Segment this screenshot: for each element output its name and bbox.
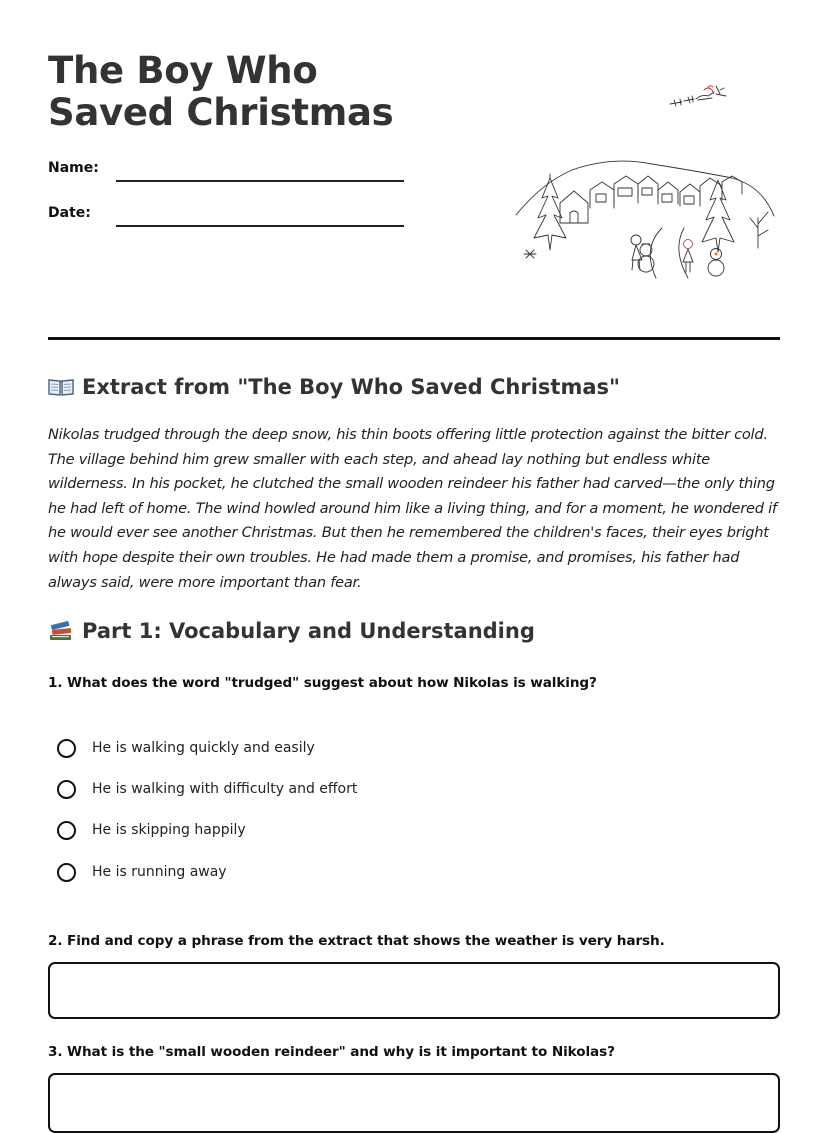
houses-icon xyxy=(560,176,742,223)
pine-tree-icon xyxy=(702,180,734,252)
date-field[interactable] xyxy=(116,225,404,227)
part1-heading xyxy=(48,619,535,643)
extract-heading-text: Extract from "The Boy Who Saved Christmas" xyxy=(82,375,620,399)
winter-village-illustration xyxy=(512,78,778,283)
question-2: 2. Find and copy a phrase from the extract that shows the weather is very harsh. xyxy=(48,933,665,949)
radio-button[interactable] xyxy=(57,739,76,758)
snowman-icon xyxy=(638,244,654,272)
option-walking-difficulty[interactable] xyxy=(57,777,357,801)
worksheet-title: The Boy Who Saved Christmas xyxy=(48,49,394,134)
answer-box-question-2[interactable] xyxy=(48,962,780,1019)
question-1: 1. What does the word "trudged" suggest about how Nikolas is walking? xyxy=(48,675,597,691)
extract-passage: Nikolas trudged through the deep snow, his thin boots offering little protection against the bitter cold. The village behind him grew smaller with each step, and ahead lay nothing but endless white wilderness. In his pocket, he clutched the small wooden reindeer his father had carved—the only thing he had left of home. The wind howled around him like a living thing, and for a moment, he wondered if he would ever see another Christmas. But then he remembered the children's faces, their eyes bright with hope despite their own troubles. He had made them a promise, and promises, his father had always said, were more important than fear. xyxy=(48,426,777,591)
sleigh-icon xyxy=(670,86,726,106)
extract-heading xyxy=(48,375,620,399)
part1-heading-text: Part 1: Vocabulary and Understanding xyxy=(82,619,535,643)
snowman-icon xyxy=(708,249,724,277)
option-label: He is walking quickly and easily xyxy=(92,740,315,756)
stacked-books-icon xyxy=(48,620,74,642)
option-label: He is walking with difficulty and effort xyxy=(92,781,358,797)
option-running-away[interactable] xyxy=(57,860,227,884)
option-label: He is running away xyxy=(92,864,227,880)
radio-button[interactable] xyxy=(57,863,76,882)
radio-button[interactable] xyxy=(57,780,76,799)
pine-tree-icon xyxy=(534,174,566,250)
header-divider xyxy=(48,337,780,340)
open-book-icon xyxy=(48,376,74,398)
radio-button[interactable] xyxy=(57,821,76,840)
name-label: Name: xyxy=(48,160,99,176)
answer-box-question-3[interactable] xyxy=(48,1073,780,1133)
date-label: Date: xyxy=(48,205,91,221)
child-icon xyxy=(683,240,693,273)
name-field[interactable] xyxy=(116,180,404,182)
option-skipping[interactable] xyxy=(57,818,246,842)
question-3: 3. What is the "small wooden reindeer" and why is it important to Nikolas? xyxy=(48,1044,615,1060)
option-label: He is skipping happily xyxy=(92,822,246,838)
option-walking-quickly[interactable] xyxy=(57,736,315,760)
